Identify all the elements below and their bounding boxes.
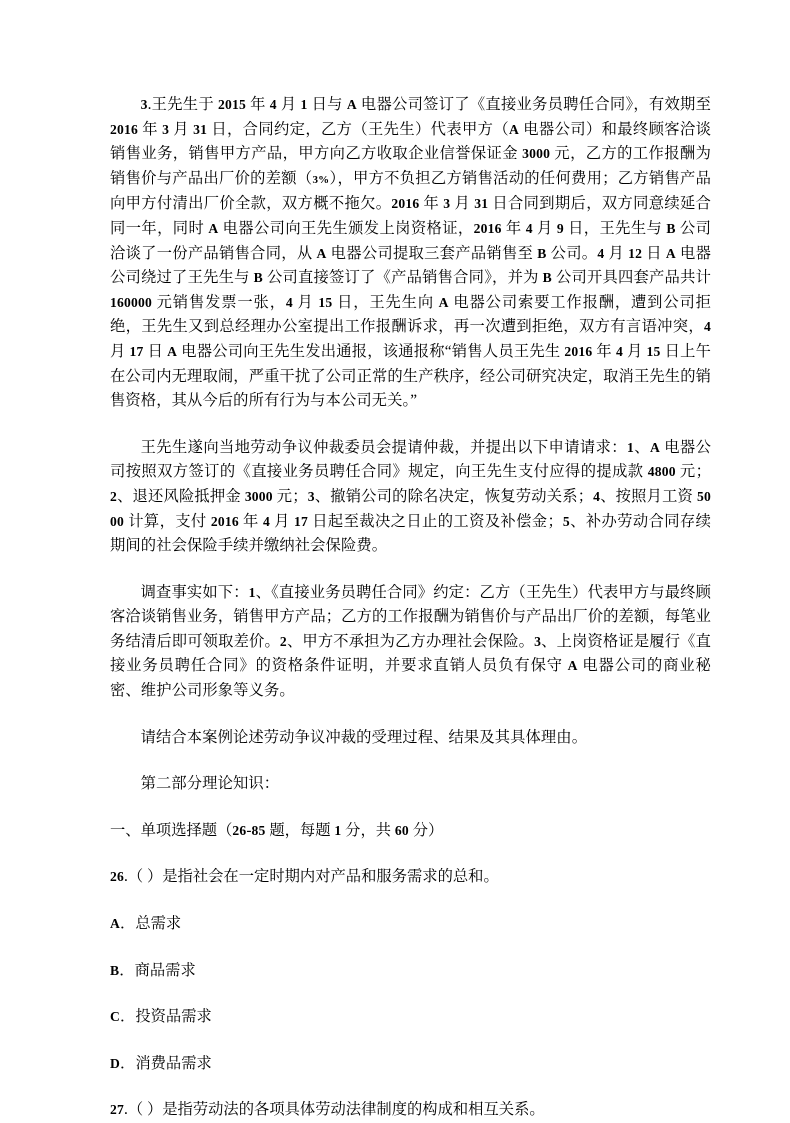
case-study-question-prompt: 请结合本案例论述劳动争议冲裁的受理过程、结果及其具体理由。 bbox=[140, 728, 588, 746]
question-27-stem: 27.（ ）是指劳动法的各项具体劳动法律制度的构成和相互关系。 bbox=[110, 1101, 545, 1119]
case-study-paragraph-3: 调查事实如下：1、《直接业务员聘任合同》约定：乙方（王先生）代表甲方与最终顾客洽谈销售业务，销售甲方产品；乙方的工作报酬为销售价与产品出厂价的差额，每笔业务结清后即可领取差价。2、甲方不承担为乙方办理社会保险。3、上岗资格证是履行《直接业务员聘任合同》的资格条件证明，并要求直销人员负有保守 A 电器公司的商业秘密、维护公司形象等义务。 bbox=[110, 583, 712, 700]
question-26-option-d[interactable]: D．消费品需求 bbox=[110, 1054, 212, 1072]
document-body bbox=[110, 93, 711, 1123]
section-heading-single-choice: 一、单项选择题（26-85 题，每题 1 分，共 60 分） bbox=[110, 821, 444, 839]
question-26-option-c[interactable]: C．投资品需求 bbox=[110, 1008, 212, 1026]
part-two-title: 第二部分理论知识： bbox=[140, 775, 280, 793]
question-26-option-a[interactable]: A．总需求 bbox=[110, 915, 182, 933]
question-26-option-b[interactable]: B．商品需求 bbox=[110, 961, 196, 979]
case-study-paragraph-2: 王先生遂向当地劳动争议仲裁委员会提请仲裁，并提出以下申请请求：1、A 电器公司按照双方签订的《直接业务员聘任合同》规定，向王先生支付应得的提成款 4800 元；2、退还风险抵押金 3000 元；3、撤销公司的除名决定，恢复劳动关系；4、按照月工资 5000 计算，支付 2016 年 4 月 17 日起至裁决之日止的工资及补偿金；5、补办劳动合同存续期间的社会保险手续并缴纳社会保险费。 bbox=[110, 438, 712, 555]
question-26-stem: 26.（ ）是指社会在一定时期内对产品和服务需求的总和。 bbox=[110, 868, 499, 886]
case-study-paragraph-1: 3.王先生于 2015 年 4 月 1 日与 A 电器公司签订了《直接业务员聘任合同》，有效期至 2016 年 3 月 31 日，合同约定，乙方（王先生）代表甲方（A 电器公司）和最终顾客洽谈销售业务，销售甲方产品，甲方向乙方收取企业信誉保证金 3000 元，乙方的工作报酬为销售价与产品出厂价的差额（3%），甲方不负担乙方销售活动的任何费用；乙方销售产品向甲方付清出厂价全款，双方概不拖欠。2016 年 3 月 31 日合同到期后，双方同意续延合同一年，同时 A 电器公司向王先生颁发上岗资格证，2016 年 4 月 9 日，王先生与 B 公司洽谈了一份产品销售合同，从 A 电器公司提取三套产品销售至 B 公司。4 月 12 日 A 电器公司绕过了王先生与 B 公司直接签订了《产品销售合同》，并为 B 公司开具四套产品共计 160000 元销售发票一张，4 月 15 日，王先生向 A 电器公司索要工作报酬，遭到公司拒绝，王先生又到总经理办公室提出工作报酬诉求，再一次遭到拒绝，双方有言语冲突，4 月 17 日 A 电器公司向王先生发出通报，该通报称“销售人员王先生 2016 年 4 月 15 日上午在公司内无理取闹，严重干扰了公司正常的生产秩序，经公司研究决定，取消王先生的销售资格，其从今后的所有行为与本公司无关。” bbox=[110, 96, 712, 410]
